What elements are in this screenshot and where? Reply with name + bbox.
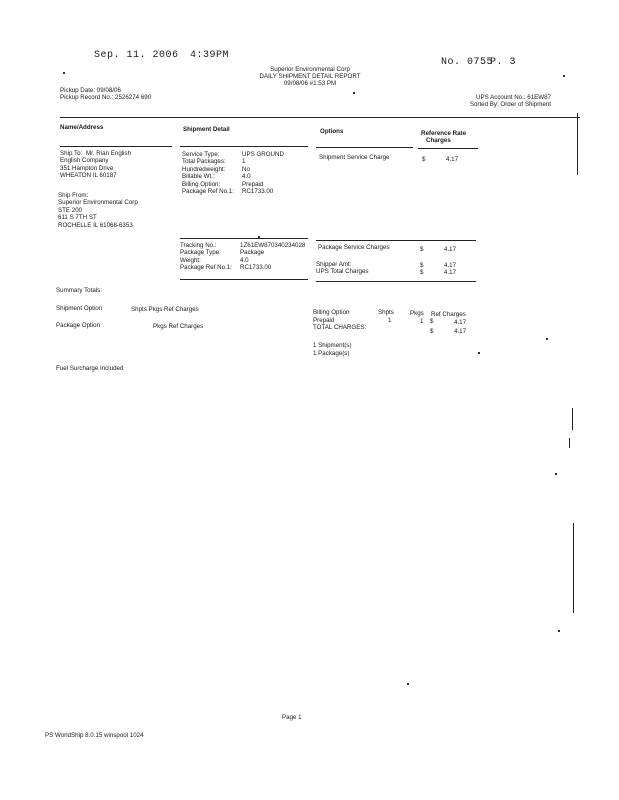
total-currency: $ bbox=[430, 328, 434, 335]
ship-to-address-rest bbox=[60, 157, 117, 179]
ship-from-line: STE 200 bbox=[58, 206, 83, 214]
prepaid-shpts: 1 bbox=[388, 317, 392, 324]
speck bbox=[555, 473, 557, 475]
speck bbox=[407, 683, 409, 685]
speck bbox=[563, 75, 565, 77]
detail-label: Package Ref No.1: bbox=[182, 188, 234, 196]
report-company: Superior Environmental Corp bbox=[270, 66, 350, 73]
package-label: Tracking No.: bbox=[180, 242, 217, 249]
package-service-charges-label: Package Service Charges bbox=[318, 244, 390, 251]
prepaid-pkgs: 1 bbox=[420, 318, 424, 325]
package-detail-values bbox=[240, 242, 305, 272]
speck bbox=[478, 352, 480, 354]
shipment-service-currency: $ bbox=[422, 156, 426, 163]
ship-from-line: Superior Environmental Corp bbox=[58, 199, 138, 207]
fax-page: P. 3 bbox=[490, 57, 517, 68]
ship-from-line: ROCHELLE IL 61068-6353 bbox=[58, 221, 133, 229]
detail-label: Billable Wt.: bbox=[182, 173, 215, 181]
fax-number: No. 0755 bbox=[441, 57, 494, 68]
detail-label: Service Type: bbox=[182, 151, 220, 158]
shipment-detail-values bbox=[242, 151, 284, 195]
report-title: DAILY SHIPMENT DETAIL REPORT bbox=[259, 73, 361, 80]
detail-label: Billing Option: bbox=[182, 180, 221, 188]
software-footer: PS WorldShip 8.0.15 winspool 1024 bbox=[45, 732, 144, 739]
package-value: RC1733.00 bbox=[240, 264, 272, 272]
pickup-date: Pickup Date: 09/08/06 bbox=[60, 87, 121, 94]
rule-rate-col bbox=[418, 148, 478, 149]
package-value: 1Z61EW870340234028 bbox=[240, 242, 306, 249]
package-label: Package Ref No.1: bbox=[180, 264, 232, 272]
detail-value: 1 bbox=[242, 158, 246, 166]
shipments-count: 1 Shipment(s) bbox=[313, 342, 352, 349]
col-charges: Charges bbox=[426, 137, 451, 144]
ship-to-line: WHEATON IL 60187 bbox=[60, 172, 117, 180]
ship-from-label: Ship From: bbox=[58, 192, 89, 199]
ref-charges-header: Ref Charges bbox=[431, 311, 466, 318]
package-service-currency: $ bbox=[420, 246, 424, 253]
ship-to-line: 351 Hampton Drive bbox=[60, 164, 114, 172]
ship-from-line: 611 S 7TH ST bbox=[58, 214, 97, 222]
pickup-record: Pickup Record No.: 2526274 690 bbox=[60, 94, 152, 101]
header-rule bbox=[60, 117, 580, 118]
summary-title: Summary Totals: bbox=[56, 287, 102, 294]
shipper-amt-currency: $ bbox=[420, 262, 424, 269]
col-options: Options bbox=[320, 128, 344, 135]
package-label: Package Type: bbox=[180, 249, 221, 257]
ups-total-value: 4.17 bbox=[444, 269, 457, 276]
speck bbox=[258, 236, 260, 238]
detail-value: No bbox=[242, 165, 250, 173]
detail-value: RC1733.00 bbox=[242, 188, 274, 196]
account-number: UPS Account No.: 61EW87 bbox=[476, 94, 551, 101]
packages-count: 1 Package(s) bbox=[313, 350, 350, 357]
detail-value: Prepaid bbox=[242, 180, 264, 188]
detail-value: UPS GROUND bbox=[242, 151, 284, 158]
ship-to-line: English Company bbox=[60, 157, 109, 165]
right-edge-mark bbox=[573, 523, 574, 613]
speck bbox=[558, 630, 560, 632]
shipment-service-charge-label: Shipment Service Charge bbox=[319, 154, 390, 161]
right-edge-mark bbox=[569, 438, 570, 448]
package-option-columns: Pkgs Ref Charges bbox=[153, 323, 204, 330]
package-rule-left bbox=[180, 238, 308, 239]
detail-label: Total Packages: bbox=[182, 158, 226, 166]
prepaid-label: Prepaid bbox=[313, 317, 335, 324]
sort-order: Sorted By: Order of Shipment bbox=[469, 101, 551, 108]
report-datetime: 09/08/06 #1:53 PM bbox=[283, 80, 337, 87]
prepaid-value: 4.17 bbox=[454, 319, 467, 326]
shipment-option-label: Shipment Option bbox=[56, 305, 103, 312]
speck bbox=[353, 92, 355, 94]
shipment-service-amount: 4.17 bbox=[446, 156, 459, 163]
rule-detail-col bbox=[180, 146, 308, 147]
package-rule-right bbox=[316, 240, 476, 241]
package-label: Weight: bbox=[180, 256, 201, 264]
rule-name-col bbox=[60, 146, 172, 147]
shpts-header: Shpts bbox=[378, 309, 394, 316]
package-value: Package bbox=[240, 249, 265, 257]
col-reference-rate: Reference Rate bbox=[421, 130, 467, 137]
ship-to-address bbox=[86, 150, 131, 157]
ship-to-line: Mr. Rian English bbox=[86, 150, 132, 157]
package-service-amount: 4.17 bbox=[444, 246, 457, 253]
package-value: 4.0 bbox=[240, 256, 249, 264]
detail-label: Hundredweight: bbox=[182, 165, 226, 173]
prepaid-currency: $ bbox=[430, 318, 434, 325]
fax-date: Sep. 11. 2006 bbox=[94, 50, 179, 61]
fax-time: 4:39PM bbox=[190, 50, 230, 61]
shipment-detail-labels bbox=[182, 151, 234, 195]
page-number: Page 1 bbox=[282, 714, 302, 721]
shipper-amt-label: Shipper Amt: bbox=[316, 261, 352, 268]
ship-from-address bbox=[58, 192, 138, 229]
shipment-option-columns: Shpts Pkgs Ref Charges bbox=[131, 306, 199, 313]
right-edge-mark bbox=[577, 113, 578, 175]
ups-total-charges-label: UPS Total Charges bbox=[316, 268, 369, 275]
billing-option-header: Billing Option bbox=[313, 309, 350, 316]
summary-rule-right bbox=[316, 281, 476, 282]
pkgs-header: Pkgs bbox=[410, 310, 424, 317]
col-shipment-detail: Shipment Detail bbox=[183, 126, 230, 133]
fuel-surcharge-note: Fuel Surcharge Included bbox=[56, 365, 124, 372]
ups-total-currency: $ bbox=[420, 269, 424, 276]
detail-value: 4.0 bbox=[242, 173, 251, 181]
right-edge-mark bbox=[572, 408, 573, 430]
package-detail-labels bbox=[180, 242, 232, 272]
shipper-amt-value: 4.17 bbox=[444, 262, 457, 269]
speck bbox=[63, 72, 65, 74]
package-option-label: Package Option bbox=[56, 322, 101, 329]
rule-options-col bbox=[316, 147, 413, 148]
col-name-address: Name/Address bbox=[60, 124, 104, 131]
total-value: 4.17 bbox=[454, 328, 467, 335]
speck bbox=[546, 338, 548, 340]
summary-rule-left bbox=[180, 279, 308, 280]
ship-to-label: Ship To: bbox=[60, 150, 83, 157]
total-charges-label: TOTAL CHARGES: bbox=[313, 324, 367, 331]
